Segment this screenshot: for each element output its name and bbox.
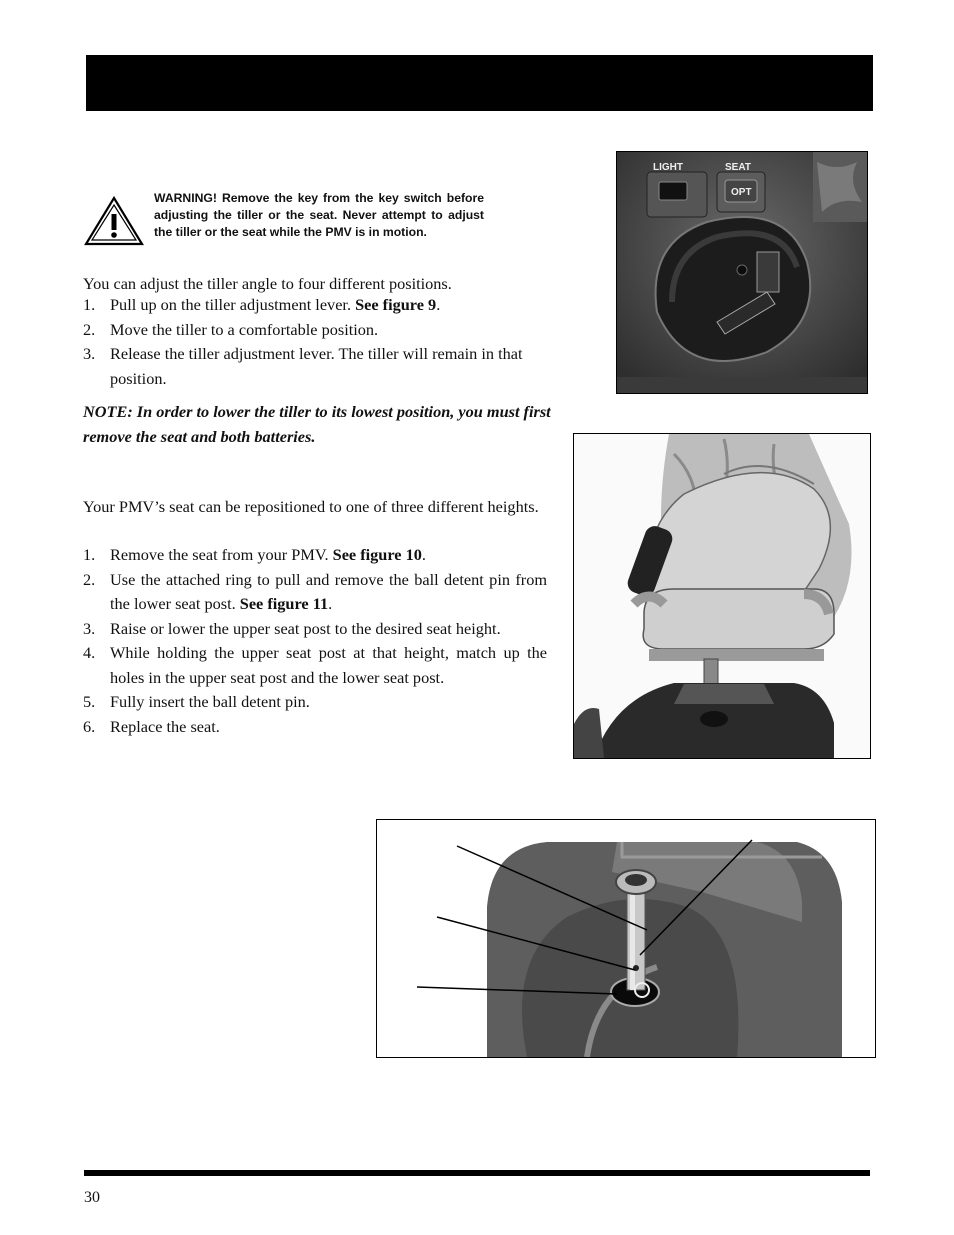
list-item: 1. Remove the seat from your PMV. See figure 10.	[83, 545, 426, 564]
list-item: 5. Fully insert the ball detent pin.	[83, 692, 310, 711]
warning-text: WARNING! Remove the key from the key switch before adjusting the tiller or the seat. Never attempt to adjust the tiller or the seat while the PMV is in motion.	[154, 191, 484, 239]
figure-9-tiller-lever-photo	[616, 151, 868, 394]
tiller-steps-list	[83, 293, 549, 391]
seat-steps-list	[83, 543, 547, 739]
seat-label: SEAT	[725, 162, 751, 173]
list-item: 3. Release the tiller adjustment lever. The tiller will remain in that position.	[83, 344, 523, 388]
figure-10-seat-removal-photo	[573, 433, 871, 759]
list-item: 1. Pull up on the tiller adjustment lever. See figure 9.	[83, 295, 441, 314]
page-number: 30	[84, 1189, 100, 1206]
light-label: LIGHT	[653, 162, 683, 173]
tiller-note: NOTE: In order to lower the tiller to its lowest position, you must first remove the seat and both batteries.	[83, 402, 551, 446]
list-item: 2. Use the attached ring to pull and remove the ball detent pin from the lower seat post. See figure 11.	[83, 569, 547, 613]
warning-triangle-icon	[84, 196, 144, 246]
seat-intro: Your PMV’s seat can be repositioned to one of three different heights.	[83, 497, 539, 516]
list-item: 6. Replace the seat.	[83, 716, 220, 736]
list-item: 2. Move the tiller to a comfortable position.	[83, 319, 379, 339]
figure-11-seat-post-photo	[376, 819, 876, 1058]
list-item: 3. Raise or lower the upper seat post to the desired seat height.	[83, 618, 501, 638]
tiller-intro: You can adjust the tiller angle to four different positions.	[83, 274, 452, 293]
list-item: 4. While holding the upper seat post at that height, match up the holes in the upper seat post and the lower seat post.	[83, 643, 547, 687]
opt-label: OPT	[731, 187, 752, 198]
footer-rule	[84, 1170, 870, 1176]
section-header-bar	[86, 55, 873, 111]
